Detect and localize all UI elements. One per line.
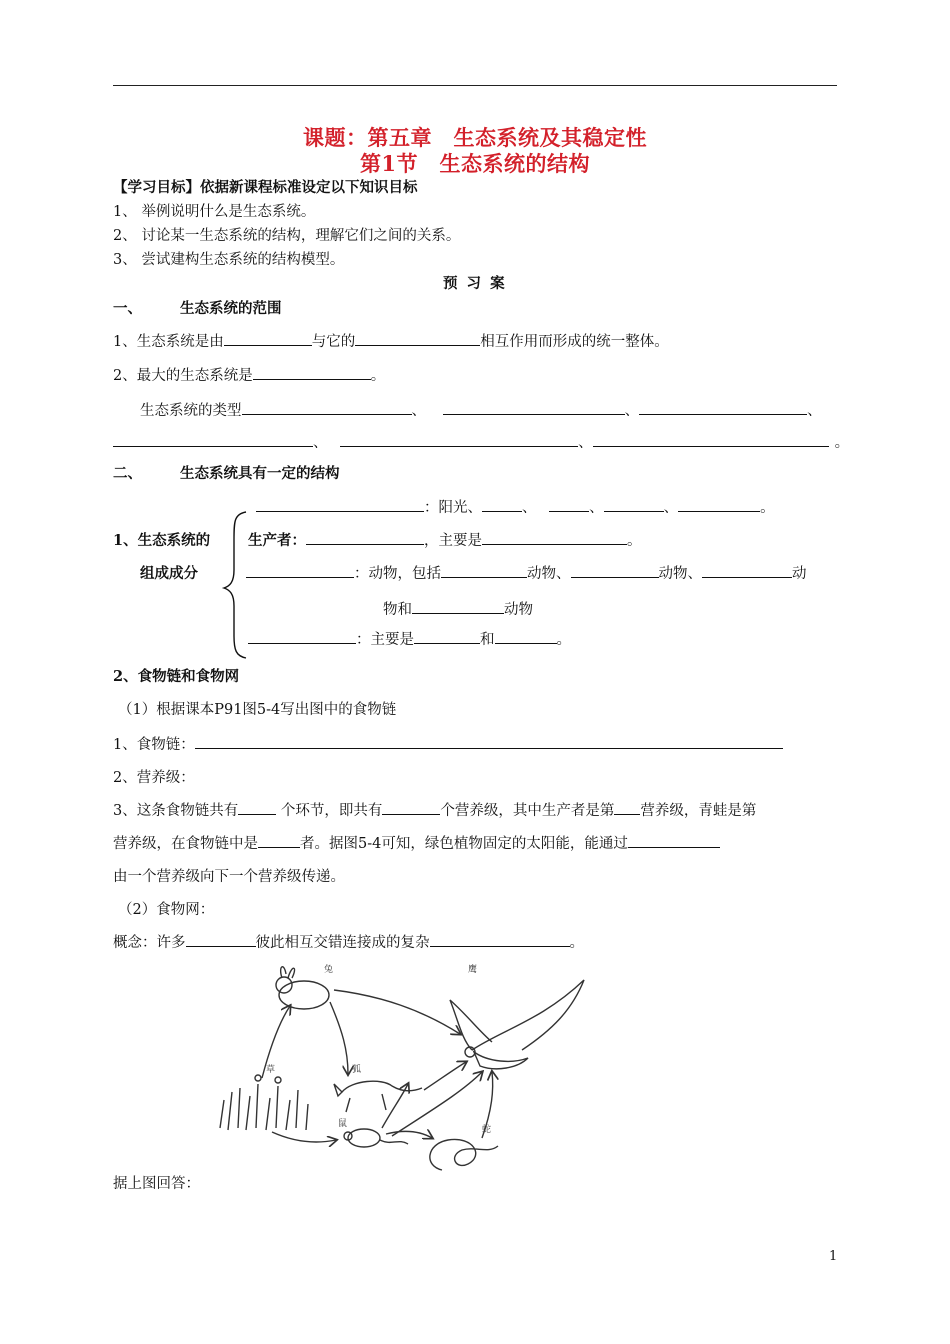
figure-label: 鹰 bbox=[468, 965, 478, 975]
answer-blank[interactable] bbox=[186, 932, 256, 947]
answer-prompt: 据上图回答： bbox=[113, 1176, 200, 1192]
figure-label: 鼠 bbox=[338, 1119, 348, 1129]
answer-blank[interactable] bbox=[678, 497, 760, 512]
foodchain-heading: 2、食物链和食物网 bbox=[113, 668, 240, 685]
decomposer-line: ：主要是 和 。 bbox=[248, 628, 571, 649]
concept-line: 概念：许多 彼此相互交错连接成的复杂 。 bbox=[113, 931, 584, 952]
answer-blank[interactable] bbox=[482, 497, 522, 512]
answer-blank[interactable] bbox=[495, 629, 557, 644]
brace-icon bbox=[220, 510, 250, 660]
page-number: 1 bbox=[829, 1249, 838, 1264]
answer-blank[interactable] bbox=[482, 530, 627, 545]
objective-item: 2、 讨论某一生态系统的结构，理解它们之间的关系。 bbox=[113, 228, 461, 244]
answer-blank[interactable] bbox=[195, 734, 783, 749]
header-rule bbox=[113, 85, 837, 86]
page-title: 课题：第五章 生态系统及其稳定性 bbox=[303, 125, 647, 150]
question-line: 生态系统的类型 、 、 、 bbox=[140, 399, 822, 420]
question-line: 1、食物链： bbox=[113, 733, 783, 754]
snake-icon bbox=[430, 1139, 498, 1170]
section-number: 二、 bbox=[113, 465, 142, 482]
answer-blank[interactable] bbox=[258, 833, 300, 848]
answer-blank[interactable] bbox=[253, 365, 371, 380]
answer-blank[interactable] bbox=[549, 497, 589, 512]
answer-blank[interactable] bbox=[224, 331, 312, 346]
question-line: 2、营养级： bbox=[113, 770, 195, 786]
preview-heading: 预 习 案 bbox=[443, 275, 507, 292]
question-line: 2、最大的生态系统是 。 bbox=[113, 364, 385, 385]
answer-blank[interactable] bbox=[702, 563, 792, 578]
question-line: 由一个营养级向下一个营养级传递。 bbox=[113, 869, 345, 885]
answer-blank[interactable] bbox=[639, 400, 807, 415]
answer-blank[interactable] bbox=[571, 563, 659, 578]
objective-item: 1、 举例说明什么是生态系统。 bbox=[113, 204, 316, 220]
answer-blank[interactable] bbox=[414, 629, 480, 644]
figure-label: 蛇 bbox=[482, 1125, 492, 1135]
answer-blank[interactable] bbox=[604, 497, 664, 512]
question-line: 、 、 。 bbox=[113, 431, 849, 452]
question-line: 1、生态系统是由 与它的 相互作用而形成的统一整体。 bbox=[113, 330, 669, 351]
objective-item: 3、 尝试建构生态系统的结构模型。 bbox=[113, 252, 345, 268]
components-label: 组成成分 bbox=[140, 565, 198, 582]
answer-blank[interactable] bbox=[430, 932, 570, 947]
grass-icon bbox=[220, 1075, 308, 1130]
answer-blank[interactable] bbox=[340, 432, 578, 447]
foodchain-sub: （1）根据课本P91图5-4写出图中的食物链 bbox=[118, 702, 397, 718]
page-subtitle: 第1节 生态系统的结构 bbox=[359, 151, 591, 176]
objectives-heading: 【学习目标】依据新课程标准设定以下知识目标 bbox=[113, 179, 418, 196]
consumer-line-2: 物和 动物 bbox=[383, 598, 533, 619]
answer-blank[interactable] bbox=[628, 833, 720, 848]
answer-blank[interactable] bbox=[614, 800, 640, 815]
answer-blank[interactable] bbox=[593, 432, 829, 447]
fox-icon bbox=[334, 1081, 422, 1112]
answer-blank[interactable] bbox=[238, 800, 276, 815]
figure-label: 兔 bbox=[324, 965, 334, 975]
producer-line: 生产者： ，主要是 。 bbox=[248, 532, 642, 549]
answer-blank[interactable] bbox=[355, 331, 480, 346]
question-line: 营养级，在食物链中是 者。据图5-4可知，绿色植物固定的太阳能，能通过 bbox=[113, 832, 720, 853]
rabbit-icon bbox=[276, 967, 329, 1009]
foodweb-sub: （2）食物网： bbox=[118, 902, 215, 918]
answer-blank[interactable] bbox=[306, 530, 424, 545]
consumer-line: ：动物，包括 动物、 动物、 动 bbox=[246, 562, 807, 583]
abiotic-line: ：阳光、 、 、 、 。 bbox=[256, 496, 775, 517]
answer-blank[interactable] bbox=[256, 497, 424, 512]
answer-blank[interactable] bbox=[441, 563, 527, 578]
answer-blank[interactable] bbox=[113, 432, 313, 447]
answer-blank[interactable] bbox=[242, 400, 412, 415]
hawk-icon bbox=[450, 980, 584, 1069]
food-web-figure bbox=[212, 960, 607, 1185]
section-title: 生态系统的范围 bbox=[180, 300, 282, 317]
section-title: 生态系统具有一定的结构 bbox=[180, 465, 340, 482]
answer-blank[interactable] bbox=[412, 599, 504, 614]
answer-blank[interactable] bbox=[443, 400, 625, 415]
question-line: 3、这条食物链共有 个环节，即共有 个营养级，其中生产者是第 营养级，青蛙是第 bbox=[113, 799, 756, 820]
components-label: 1、生态系统的 bbox=[113, 532, 211, 549]
figure-label: 草 bbox=[266, 1065, 276, 1075]
section-number: 一、 bbox=[113, 300, 142, 317]
answer-blank[interactable] bbox=[382, 800, 440, 815]
answer-blank[interactable] bbox=[246, 563, 354, 578]
figure-label: 狐 bbox=[352, 1065, 362, 1075]
answer-blank[interactable] bbox=[248, 629, 356, 644]
